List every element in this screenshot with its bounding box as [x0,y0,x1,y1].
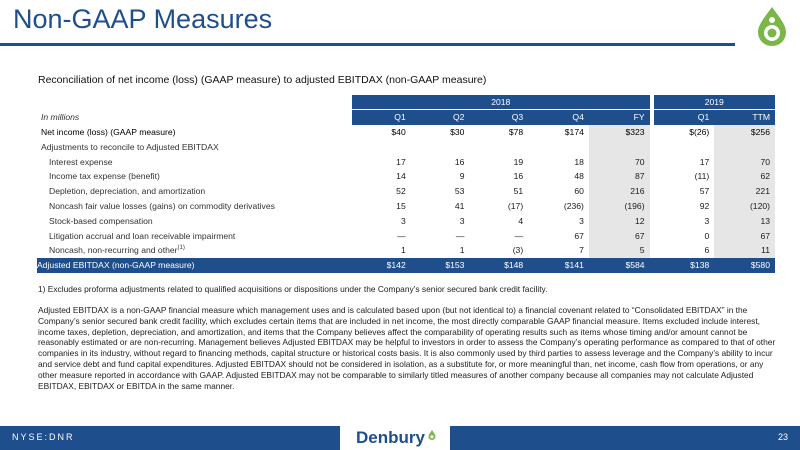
cell: $(26) [689,126,710,137]
year-header-row [37,95,775,110]
cell: 52 [396,186,406,197]
cell: (3) [512,245,524,256]
row-label-text: Noncash, non-recurring and other [49,245,178,256]
footnote: 1) Excludes proforma adjustments related to qualified acquisitions or dispositions under the Company’s senior secured bank credit facility. [38,284,548,294]
cell: 3 [400,215,406,226]
cell: 0 [704,230,710,241]
cell: 41 [454,200,465,211]
brand-drop-icon [427,430,437,440]
cell: — [514,230,524,241]
units-label: In millions [37,110,352,125]
cell: 67 [714,228,775,243]
cell: 60 [574,186,584,197]
cell: 17 [396,156,406,167]
column-header: Q2 [411,110,470,125]
cell: 57 [699,186,710,197]
cell: $142 [352,258,411,273]
cell: 15 [396,200,406,211]
column-header: Q1 [654,110,715,125]
year-2019-header: 2019 [654,95,775,110]
cell: (120) [714,199,775,214]
cell: 18 [574,156,584,167]
cell: 3 [579,215,584,226]
cell: 11 [714,243,775,258]
page-number: 23 [777,432,788,442]
cell: 51 [513,186,524,197]
table-subtitle: Reconciliation of net income (loss) (GAAP measure) to adjusted EBITDAX (non-GAAP measure) [38,74,487,86]
cell: 7 [579,245,584,256]
cell: 6 [704,245,710,256]
cell: $256 [714,125,775,140]
cell: $30 [450,126,465,137]
cell: 1 [400,245,406,256]
table-row [37,139,775,154]
cell: (17) [507,200,524,211]
cell: 67 [589,228,650,243]
cell: 70 [589,154,650,169]
cell: 4 [518,215,524,226]
row-label: Litigation accrual and loan receivable impairment [49,230,236,241]
cell: $323 [589,125,650,140]
cell: $174 [564,126,584,137]
row-label: Adjusted EBITDAX (non-GAAP measure) [37,258,352,273]
cell: $141 [528,258,589,273]
table-row [37,184,775,199]
cell: $580 [714,258,775,273]
cell: 19 [513,156,524,167]
cell: (196) [589,199,650,214]
row-label: Net income (loss) (GAAP measure) [41,126,176,137]
cell: 12 [589,213,650,228]
cell: 16 [454,156,465,167]
cell: 9 [459,171,465,182]
cell: 87 [589,169,650,184]
cell: $148 [469,258,528,273]
row-label: Depletion, depreciation, and amortization [49,186,206,197]
cell: 48 [574,171,584,182]
title-rule [0,43,735,46]
year-2018-header: 2018 [352,95,650,110]
column-header: Q3 [469,110,528,125]
cell: 221 [714,184,775,199]
cell: 216 [589,184,650,199]
quarter-header-row [37,110,775,125]
cell: 14 [396,171,406,182]
cell: — [455,230,465,241]
total-row [37,258,775,273]
cell: 3 [459,215,465,226]
table-row [37,125,775,140]
cell: $40 [391,126,406,137]
cell: 17 [699,156,710,167]
row-label: Noncash fair value losses (gains) on commodity derivatives [49,200,275,211]
table-row [37,169,775,184]
cell: $78 [508,126,524,137]
cell: $138 [654,258,715,273]
cell: 16 [513,171,524,182]
cell: 67 [574,230,584,241]
table-row [37,154,775,169]
cell: $584 [589,258,650,273]
column-header: Q4 [528,110,589,125]
cell: (11) [694,171,710,182]
page-title: Non-GAAP Measures [13,4,273,34]
cell: 92 [699,200,710,211]
row-label: Interest expense [49,156,113,167]
row-label [37,243,352,258]
cell: $153 [411,258,470,273]
explanatory-paragraph: Adjusted EBITDAX is a non-GAAP financial measure which management uses and is calculated based upon (but not identical to) a financial covenant related to “Consolidated EBITDAX” in the Company’s senior secured bank credit facility, which excludes certain items that are included in net income, the most directly comparable GAAP financial measure. Items excluded include interest, income taxes, depletion, depreciation, and amortization, and items that the Company believes affect the comparability of operating results such as items whose timing and/or amount cannot be reasonably estimated or are non-recurring. Management believes Adjusted EBITDAX may be helpful to investors in order to assess the Company’s operating performance as compared to that of other companies in its industry, without regard to financing methods, capital structure or historical costs basis. It is also commonly used by third parties to assess leverage and the Company’s ability to incur and service debt and fund capital expenditures. Adjusted EBITDAX should not be considered in isolation, as a substitute for, or more meaningful than, net income, cash flow from operations, or any other measure reported in accordance with GAAP. Adjusted EBITDAX may not be comparable to similarly titled measures of another company because all companies may not calculate Adjusted EBITDAX, EBITDAX or EBITDA in the same manner. [38,305,776,391]
cell: 3 [704,215,710,226]
column-header: Q1 [352,110,411,125]
cell: (236) [563,200,584,211]
row-label: Stock-based compensation [49,215,153,226]
denbury-drop-logo-icon [750,4,794,48]
cell: 5 [589,243,650,258]
footnote-ref: (1) [177,245,185,252]
cell: 62 [714,169,775,184]
table-row [37,213,775,228]
footer [0,426,800,450]
cell: — [397,230,406,241]
cell: 53 [454,186,465,197]
table-row [37,243,775,258]
cell: 13 [714,213,775,228]
row-label: Income tax expense (benefit) [49,171,160,182]
reconciliation-table [37,95,775,273]
column-header: TTM [714,110,775,125]
cell: 70 [714,154,775,169]
cell: 1 [459,245,465,256]
table-row [37,199,775,214]
table-row [37,228,775,243]
column-header: FY [589,110,650,125]
ticker-label: NYSE:DNR [12,432,75,442]
row-label: Adjustments to reconcile to Adjusted EBITDAX [41,141,219,152]
brand-wordmark: Denbury [356,428,425,447]
